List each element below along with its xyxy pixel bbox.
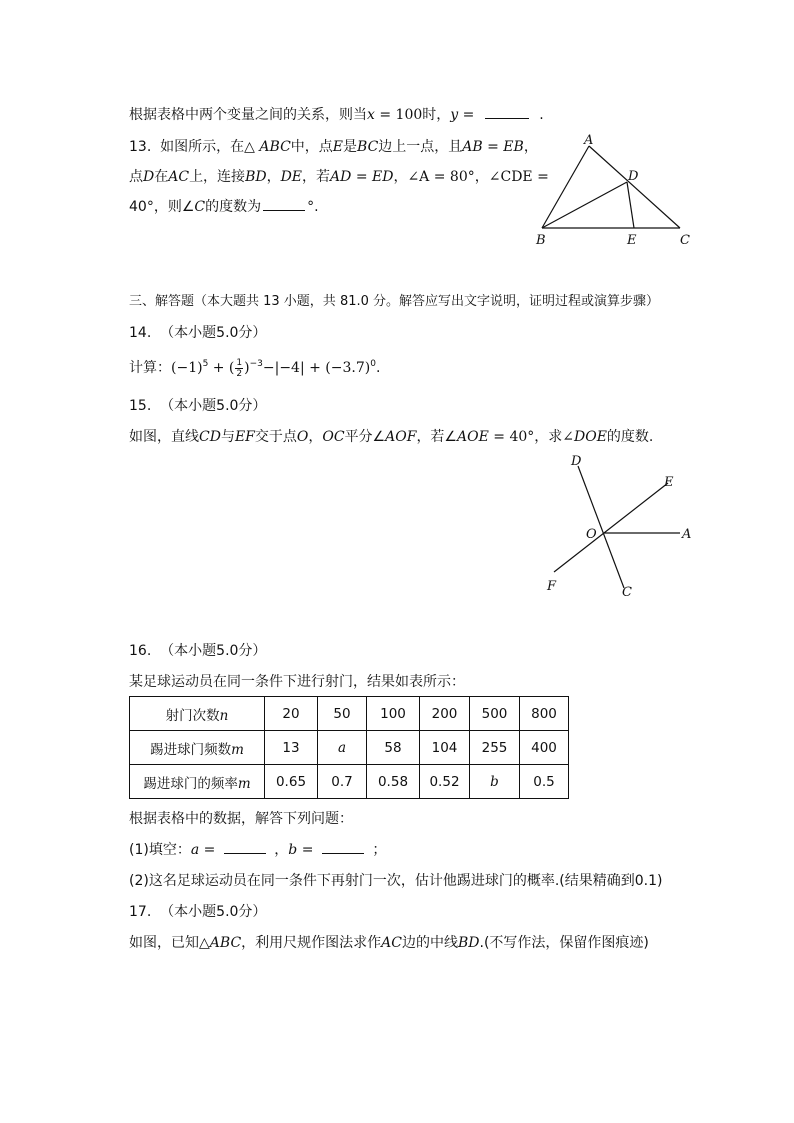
- q15-header: [129, 395, 266, 415]
- text: ；: [367, 842, 387, 858]
- math-ad-ed: AD = ED: [330, 169, 394, 185]
- math-oc: OC: [322, 429, 345, 445]
- label-d: D: [628, 169, 639, 184]
- text: 是: [343, 139, 358, 155]
- q16-after: 根据表格中的数据，解答下列问题：: [129, 811, 353, 827]
- var-b: b: [288, 842, 298, 858]
- section-heading: 三、解答题（本大题共 13 小题，共 81.0 分。解答应写出文字说明，证明过程或演算步骤）: [129, 294, 660, 309]
- math-c: C: [194, 199, 206, 215]
- question-number: 13.: [129, 139, 152, 155]
- q16-part1: [129, 839, 386, 859]
- table-cell: 100: [367, 697, 420, 731]
- text: 点: [129, 169, 143, 185]
- table-cell: 500: [470, 697, 520, 731]
- q16-header: [129, 640, 266, 660]
- text: ，: [474, 169, 489, 185]
- text: 边上一点，且: [378, 139, 463, 155]
- table-cell: 0.5: [520, 765, 569, 799]
- q12-text: 根据表格中两个变量之间的关系，则当: [129, 107, 367, 123]
- question-number: 15.: [129, 398, 152, 414]
- math-ef: EF: [234, 429, 255, 445]
- math-ac: AC: [168, 169, 190, 185]
- text: 如图，已知△: [129, 935, 210, 951]
- table-cell: 0.65: [265, 765, 318, 799]
- row-header: [130, 697, 265, 731]
- text: .(不写作法，保留作图痕迹): [479, 935, 649, 951]
- text: 40°，则∠: [129, 199, 195, 215]
- q13-line2: [129, 166, 549, 186]
- table-cell: 104: [420, 731, 470, 765]
- text: °.: [307, 199, 319, 215]
- text: 在: [154, 169, 169, 185]
- label-a: A: [682, 527, 692, 542]
- line-ef: [554, 483, 668, 572]
- answer-blank-angle-c[interactable]: [263, 196, 305, 211]
- math-abc: ABC: [209, 935, 242, 951]
- text: ，: [308, 429, 323, 445]
- table-cell: 800: [520, 697, 569, 731]
- table-cell: 200: [420, 697, 470, 731]
- text: 中，点: [290, 139, 333, 155]
- text: 的度数.: [606, 429, 654, 445]
- text: 上，连接: [189, 169, 246, 185]
- math-abc: ABC: [259, 139, 291, 155]
- header-text: 踢进球门频数: [150, 741, 232, 758]
- intersecting-lines-figure: [540, 450, 700, 605]
- score-label: （本小题5.0分）: [160, 398, 267, 414]
- math-angle-cde: ∠CDE =: [488, 169, 549, 185]
- math-ac: AC: [381, 935, 402, 951]
- text: 交于点: [254, 429, 297, 445]
- header-var: m: [231, 741, 244, 758]
- math-cd: CD: [199, 429, 221, 445]
- math-aof: AOF: [385, 429, 417, 445]
- segment-de: [627, 182, 634, 228]
- table-cell: 0.7: [318, 765, 367, 799]
- q12-tail-line: [129, 104, 544, 124]
- var-y: y: [450, 107, 459, 123]
- q12-eq2: =: [458, 107, 475, 123]
- exponent: −3: [249, 359, 263, 369]
- question-number: 14.: [129, 325, 152, 341]
- table-row: [130, 697, 569, 731]
- text: .: [375, 360, 381, 376]
- table-cell: 20: [265, 697, 318, 731]
- text: ，: [523, 139, 538, 155]
- q16-part2: (2)这名足球运动员在同一条件下再射门一次，估计他踢进球门的概率.(结果精确到0.1): [129, 873, 663, 889]
- var-a: a: [190, 842, 200, 858]
- label-o: O: [586, 527, 597, 542]
- numerator: 1: [236, 357, 243, 368]
- table-cell: 13: [265, 731, 318, 765]
- text: =: [297, 842, 318, 858]
- header-var: n: [219, 707, 229, 724]
- table-row: [130, 731, 569, 765]
- q13-line3: [129, 196, 319, 216]
- text: = 40°，求∠: [488, 429, 574, 445]
- text: 如图所示，在: [160, 139, 245, 155]
- table-cell: 255: [470, 731, 520, 765]
- label-b: B: [536, 233, 546, 248]
- math-term: −|−4| + (−3.7): [262, 360, 371, 376]
- table-cell: 0.58: [367, 765, 420, 799]
- shooting-data-table: [129, 696, 569, 799]
- exponent: 0: [370, 359, 376, 369]
- var-x: x: [367, 107, 375, 123]
- math-bd: BD: [245, 169, 267, 185]
- math-d: D: [143, 169, 155, 185]
- q15-text: [129, 426, 653, 446]
- q12-end: .: [539, 107, 544, 123]
- score-label: （本小题5.0分）: [160, 325, 267, 341]
- text: 边的中线: [401, 935, 458, 951]
- math-ab-eb: AB = EB: [462, 139, 524, 155]
- math-aoe: AOE: [457, 429, 489, 445]
- triangle-symbol: △: [244, 139, 255, 155]
- header-text: 踢进球门的频率: [143, 775, 238, 792]
- q13-line1: [129, 136, 538, 156]
- table-row: [130, 765, 569, 799]
- label-a: A: [584, 133, 594, 148]
- q17-header: [129, 901, 266, 921]
- label-d: D: [571, 454, 582, 469]
- table-cell: 58: [367, 731, 420, 765]
- math-bd: BD: [457, 935, 480, 951]
- header-text: 射门次数: [165, 707, 220, 724]
- answer-blank-a[interactable]: [224, 839, 266, 854]
- text: (1)填空：: [129, 842, 191, 858]
- math-term: ): [244, 360, 250, 376]
- math-angle-a: ∠A = 80°: [407, 169, 475, 185]
- math-term: (−1): [171, 360, 203, 376]
- exponent: 5: [202, 359, 209, 369]
- math-de: DE: [280, 169, 303, 185]
- header-var: m: [237, 775, 251, 792]
- label-e: E: [664, 475, 674, 490]
- text: ，: [266, 169, 281, 185]
- text: 平分∠: [344, 429, 386, 445]
- question-number: 17.: [129, 904, 152, 920]
- text: 如图，直线: [129, 429, 199, 445]
- answer-blank-b[interactable]: [322, 839, 364, 854]
- denominator: 2: [236, 368, 243, 379]
- math-bc: BC: [357, 139, 379, 155]
- q17-text: [129, 932, 649, 952]
- q14-expression: [129, 357, 380, 379]
- text: ，若: [302, 169, 331, 185]
- text: ，利用尺规作图法求作: [241, 935, 382, 951]
- fraction-one-half: [235, 358, 243, 379]
- table-cell-unknown-a: a: [318, 731, 367, 765]
- text: 与: [220, 429, 235, 445]
- label-e: E: [627, 233, 637, 248]
- table-cell: 400: [520, 731, 569, 765]
- score-label: （本小题5.0分）: [160, 904, 267, 920]
- label-f: F: [547, 579, 557, 594]
- table-cell: 50: [318, 697, 367, 731]
- math-doe: DOE: [574, 429, 607, 445]
- text: =: [199, 842, 220, 858]
- math-term: + (: [208, 360, 235, 376]
- row-header: [130, 731, 265, 765]
- table-cell-unknown-b: b: [470, 765, 520, 799]
- text: 的度数为: [205, 199, 262, 215]
- text: ，若∠: [416, 429, 457, 445]
- question-number: 16.: [129, 643, 152, 659]
- label-c: C: [680, 233, 690, 248]
- q12-eq1: = 100时，: [374, 107, 451, 123]
- table-cell: 0.52: [420, 765, 470, 799]
- line-cd: [578, 466, 624, 588]
- answer-blank-y[interactable]: [485, 104, 529, 119]
- math-e: E: [332, 139, 344, 155]
- score-label: （本小题5.0分）: [160, 643, 267, 659]
- q16-intro: 某足球运动员在同一条件下进行射门，结果如表所示：: [129, 674, 465, 690]
- text: 计算：: [129, 360, 171, 376]
- text: ，: [393, 169, 408, 185]
- triangle-figure: [530, 132, 700, 252]
- math-o: O: [296, 429, 309, 445]
- segment-ac: [589, 146, 680, 228]
- q14-header: [129, 322, 266, 342]
- label-c: C: [622, 585, 632, 600]
- text: ，: [269, 842, 289, 858]
- row-header: [130, 765, 265, 799]
